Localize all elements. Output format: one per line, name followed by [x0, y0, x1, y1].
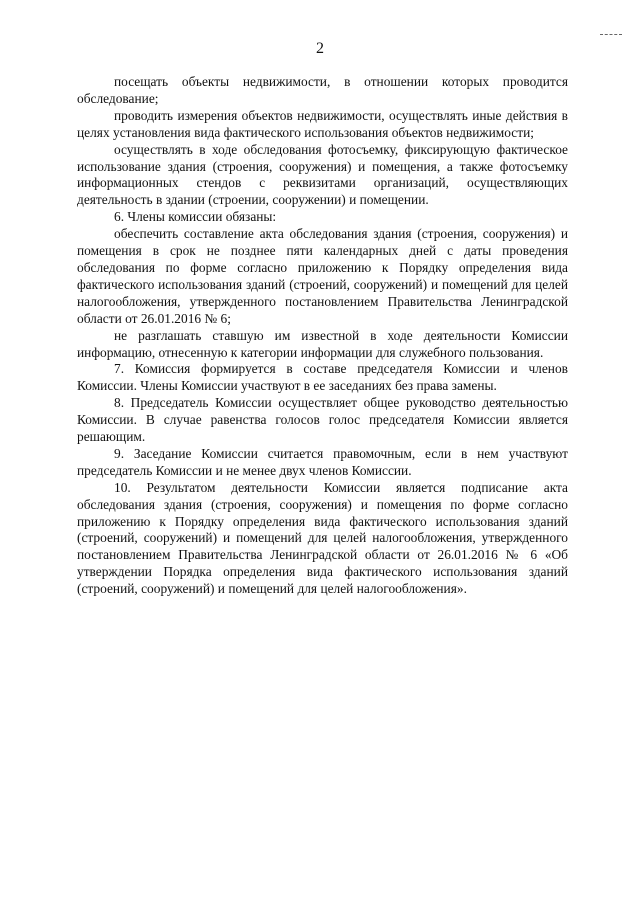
paragraph-non-disclosure: не разглашать ставшую им известной в ходе деятельности Комиссии информацию, отнесенную к категории информации для служебного пользования.: [77, 327, 568, 360]
paragraph-photography: осуществлять в ходе обследования фотосъемку, фиксирующую фактическое использование здания (строения, сооружения) и помещения, а также фотосъемку информационных стендов с реквизитами организаций, осуществляющих деятельность в здании (строении, сооружении) и помещении.: [77, 141, 568, 208]
paragraph-act-drafting: обеспечить составление акта обследования здания (строения, сооружения) и помещения в срок не позднее пяти календарных дней с даты проведения обследования по форме согласно приложению к Порядку определения вида фактического использования зданий (строений, сооружений) и помещений для целей налогообложения, утвержденного постановлением Правительства Ленинградской области от 26.01.2016 № 6;: [77, 226, 568, 326]
paragraph-result: 10. Результатом деятельности Комиссии является подписание акта обследования здания (строения, сооружения) и помещения по форме согласно приложению к Порядку определения вида фактического использования зданий (строений, сооружений) и помещений для целей налогообложения, утвержденного постановлением Правительства Ленинградской области от 26.01.2016 № 6 «Об утверждении Порядка определения вида фактического использования зданий (строений, сооружений) и помещений для целей налогообложения».: [77, 479, 568, 597]
paragraph-measurements: проводить измерения объектов недвижимости, осуществлять иные действия в целях установления вида фактического использования объектов недвижимости;: [77, 107, 568, 140]
document-body: [77, 74, 568, 598]
paragraph-visit-objects: посещать объекты недвижимости, в отношении которых проводится обследование;: [77, 74, 568, 106]
scan-mark: [600, 34, 622, 36]
paragraph-commission-composition: 7. Комиссия формируется в составе председателя Комиссии и членов Комиссии. Члены Комиссии участвуют в ее заседаниях без права замены.: [77, 361, 568, 394]
page-number: 2: [316, 40, 324, 57]
paragraph-quorum: 9. Заседание Комиссии считается правомочным, если в нем участвуют председатель Комиссии и не менее двух членов Комиссии.: [77, 445, 568, 478]
paragraph-chairman: 8. Председатель Комиссии осуществляет общее руководство деятельностью Комиссии. В случае равенства голосов голос председателя Комиссии является решающим.: [77, 395, 568, 445]
paragraph-members-duties-heading: 6. Члены комиссии обязаны:: [114, 209, 277, 225]
